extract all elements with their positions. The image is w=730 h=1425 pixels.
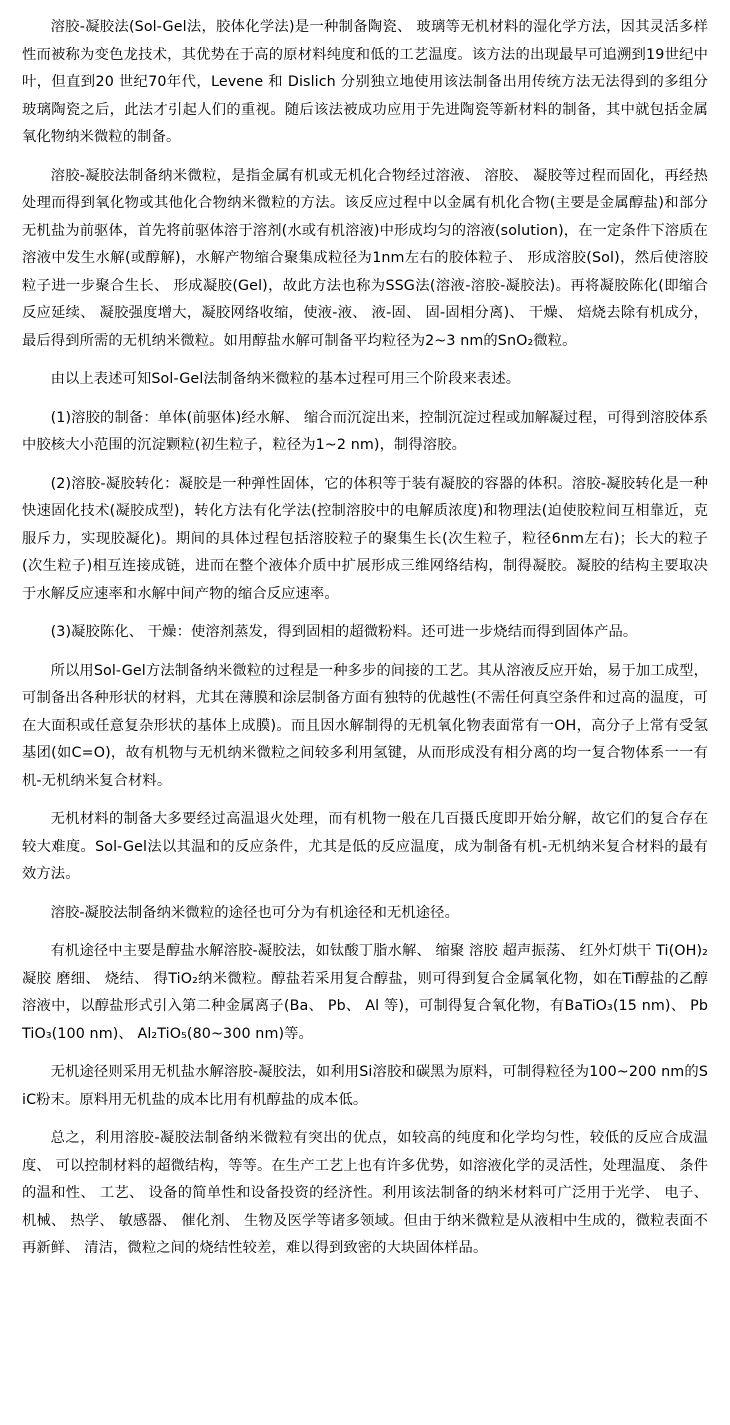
paragraph: (2)溶胶-凝胶转化：凝胶是一种弹性固体，它的体积等于装有凝胶的容器的体积。溶胶-凝胶转化是一种快速固化技术(凝胶成型)，转化方法有化学法(控制溶胶中的电解质浓度)和物理法(迫使胶粒间互相靠近，克服斥力，实现胶凝化)。期间的具体过程包括溶胶粒子的聚集生长(次生粒子，粒径6nm左右)；长大的粒子(次生粒子)相互连接成链，进而在整个液体介质中扩展形成三维网络结构，制得凝胶。凝胶的结构主要取决于水解反应速率和水解中间产物的缩合反应速率。 xyxy=(22,475,708,602)
paragraph: (3)凝胶陈化、 干燥：使溶剂蒸发，得到固相的超微粉料。还可进一步烧结而得到固体产品。 xyxy=(50,624,638,640)
paragraph: 溶胶-凝胶法制备纳米微粒的途径也可分为有机途径和无机途径。 xyxy=(50,904,459,921)
paragraph: 溶胶-凝胶法制备纳米微粒，是指金属有机或无机化合物经过溶液、 溶胶、 凝胶等过程而固化，再经热处理而得到氧化物或其他化合物纳米微粒的方法。该反应过程中以金属有机化合物(主要是金属醇盐)和部分无机盐为前驱体，首先将前驱体溶于溶剂(水或有机溶液)中形成均匀的溶液(solution)，在一定条件下溶质在溶液中发生水解(或醇解)，水解产物缩合聚集成粒径为1nm左右的胶体粒子、 形成溶胶(Sol)，然后使溶胶粒子进一步聚合生长、 形成凝胶(Gel)，故此方法也称为SSG法(溶液-溶胶-凝胶法)。再将凝胶陈化(即缩合反应延续、 凝胶强度增大，凝胶网络收缩，使液-液、 液-固、 固-固相分离)、 干燥、 焙烧去除有机成分，最后得到所需的无机纳米微粒。如用醇盐水解可制备平均粒径为2~3 nm的SnO₂微粒。 xyxy=(22,167,708,349)
paragraph: (1)溶胶的制备：单体(前驱体)经水解、 缩合而沉淀出来，控制沉淀过程或加解凝过程，可得到溶胶体系中胶核大小范围的沉淀颗粒(初生粒子，粒径为1~2 nm)，制得溶胶。 xyxy=(22,409,708,453)
paragraph: 由以上表述可知Sol-Gel法制备纳米微粒的基本过程可用三个阶段来表述。 xyxy=(50,371,521,387)
paragraph: 无机途径则采用无机盐水解溶胶-凝胶法，如利用Si溶胶和碳黑为原料，可制得粒径为100~200 nm的SiC粉末。原料用无机盐的成本比用有机醇盐的成本低。 xyxy=(22,1064,708,1108)
paragraph: 无机材料的制备大多要经过高温退火处理，而有机物一般在几百摄氏度即开始分解，故它们的复合存在较大难度。Sol-Gel法以其温和的反应条件，尤其是低的反应温度，成为制备有机-无机纳米复合材料的最有效方法。 xyxy=(22,811,708,882)
paragraph: 总之，利用溶胶-凝胶法制备纳米微粒有突出的优点，如较高的纯度和化学均匀性，较低的反应合成温度、 可以控制材料的超微结构，等等。在生产工艺上也有许多优势，如溶液化学的灵活性，处理温度、 条件的温和性、 工艺、 设备的简单性和设备投资的经济性。利用该法制备的纳米材料可广泛用于光学、 电子、 机械、 热学、 敏感器、 催化剂、 生物及医学等诸多领域。但由于纳米微粒是从液相中生成的，微粒表面不再新鲜、 清洁，微粒之间的烧结性较差，难以得到致密的大块固体样品。 xyxy=(22,1130,708,1256)
paragraph: 所以用Sol-Gel方法制备纳米微粒的过程是一种多步的间接的工艺。其从溶液反应开始，易于加工成型，可制备出各种形状的材料，尤其在薄膜和涂层制备方面有独特的优越性(不需任何真空条件和过高的温度，可在大面积或任意复杂形状的基体上成膜)。而且因水解制得的无机氧化物表面常有一OH，高分子上常有受氢基团(如C=O)，故有机物与无机纳米微粒之间较多利用氢键，从而形成没有相分离的均一复合物体系一一有机-无机纳米复合材料。 xyxy=(22,662,708,789)
paragraph: 溶胶-凝胶法(Sol-Gel法，胶体化学法)是一种制备陶瓷、 玻璃等无机材料的湿化学方法，因其灵活多样性而被称为变色龙技术，其优势在于高的原材料纯度和低的工艺温度。该方法的出现最早可追溯到19世纪中叶，但直到20 世纪70年代，Levene 和 Dislich 分别独立地使用该法制备出用传统方法无法得到的多组分玻璃陶瓷之后，此法才引起人们的重视。随后该法被成功应用于先进陶瓷等新材料的制备，其中就包括金属氧化物纳米微粒的制备。 xyxy=(22,19,708,145)
paragraph: 有机途径中主要是醇盐水解溶胶-凝胶法，如钛酸丁脂水解、 缩聚 溶胶 超声振荡、 红外灯烘干 Ti(OH)₂凝胶 磨细、 烧结、 得TiO₂纳米微粒。醇盐若采用复合醇盐，则可得到复合金属氧化物，如在Ti醇盐的乙醇溶液中，以醇盐形式引入第二种金属离子(Ba、 Pb、 Al 等)，可制得复合氧化物，有BaTiO₃(15 nm)、 PbTiO₃(100 nm)、 Al₂TiO₅(80~300 nm)等。 xyxy=(22,943,708,1042)
